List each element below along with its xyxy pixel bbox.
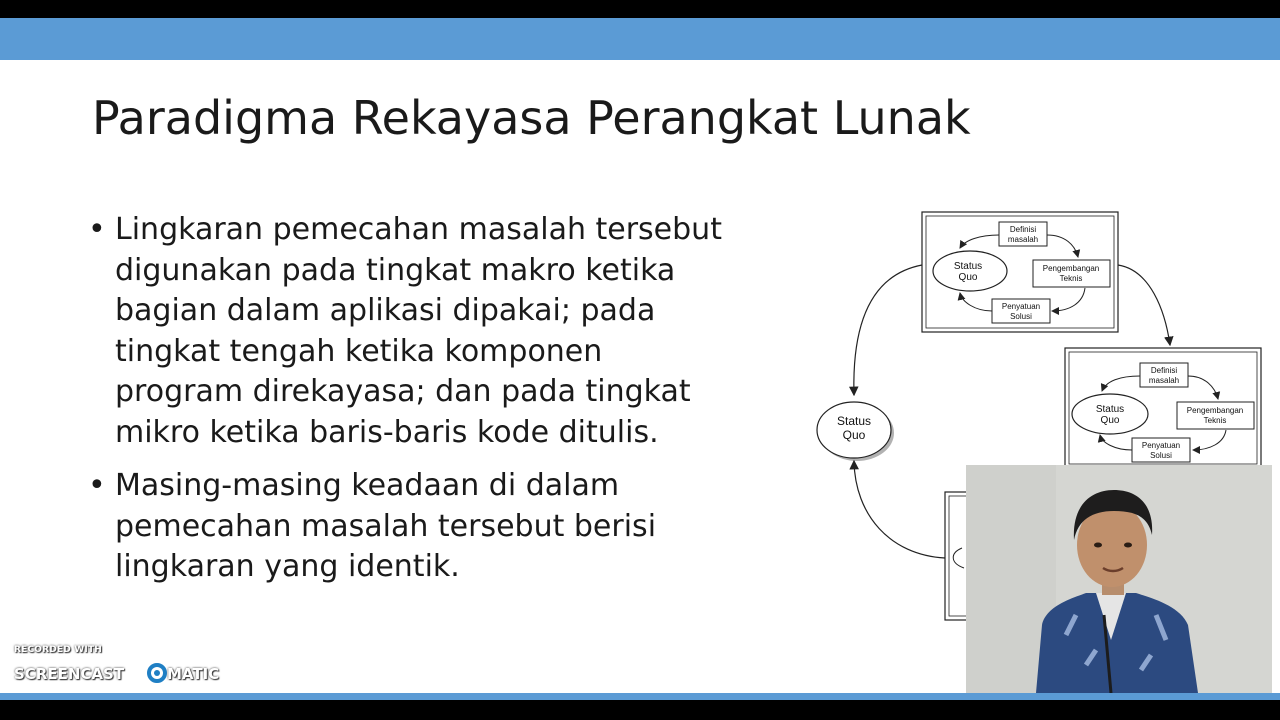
outer-arrow [854,265,922,395]
bullet-item [88,466,728,588]
bullet-text: Lingkaran pemecahan masalah tersebut digunakan pada tingkat makro ketika bagian dalam aplikasi dipakai; pada tingkat tengah ketika komponen program direkayasa; dan pada tingkat mikro ketika baris-baris kode ditulis. [115,212,722,450]
pengembangan-label: Teknis [1203,416,1227,425]
slide-header-band [0,18,1280,60]
slide-title: Paradigma Rekayasa Perangkat Lunak [92,91,971,145]
pengembangan-label: Pengembangan [1186,406,1244,415]
presenter-video-icon [966,465,1272,693]
penyatuan-label: Penyatuan [1001,302,1041,311]
outer-status-label: Status [836,414,872,428]
definisi-label: masalah [1148,376,1180,385]
bullet-icon: • [88,468,106,503]
bullet-list [88,210,728,601]
status-label: Quo [1100,415,1120,426]
penyatuan-label: Solusi [1010,312,1032,321]
watermark-right: MATIC [167,665,220,683]
webcam-overlay [966,465,1272,693]
screencast-watermark [14,645,234,693]
watermark-line1: RECORDED WITH [14,645,103,655]
loop-box-1 [922,212,1118,332]
slide-footer-band [0,693,1280,700]
outer-status-quo [817,402,894,461]
outer-arrow [854,461,945,558]
outer-arrow [1118,265,1170,345]
penyatuan-label: Penyatuan [1141,441,1181,450]
pengembangan-label: Teknis [1059,274,1083,283]
pengembangan-label: Pengembangan [1042,264,1100,273]
bullet-item [88,210,728,453]
watermark-left: SCREENCAST [14,665,125,683]
loop-box-2 [1065,348,1261,468]
outer-status-label: Quo [842,428,866,442]
status-label: Status [1095,404,1125,415]
status-label: Status [953,261,983,272]
definisi-label: Definisi [1150,366,1178,375]
letterbox-bottom [0,700,1280,720]
penyatuan-label: Solusi [1150,451,1172,460]
status-label: Quo [958,272,978,283]
letterbox-top [0,0,1280,18]
bullet-text: Masing-masing keadaan di dalam pemecahan masalah tersebut berisi lingkaran yang identik. [115,468,657,584]
definisi-label: Definisi [1009,225,1037,234]
bullet-icon: • [88,212,106,247]
definisi-label: masalah [1007,235,1039,244]
